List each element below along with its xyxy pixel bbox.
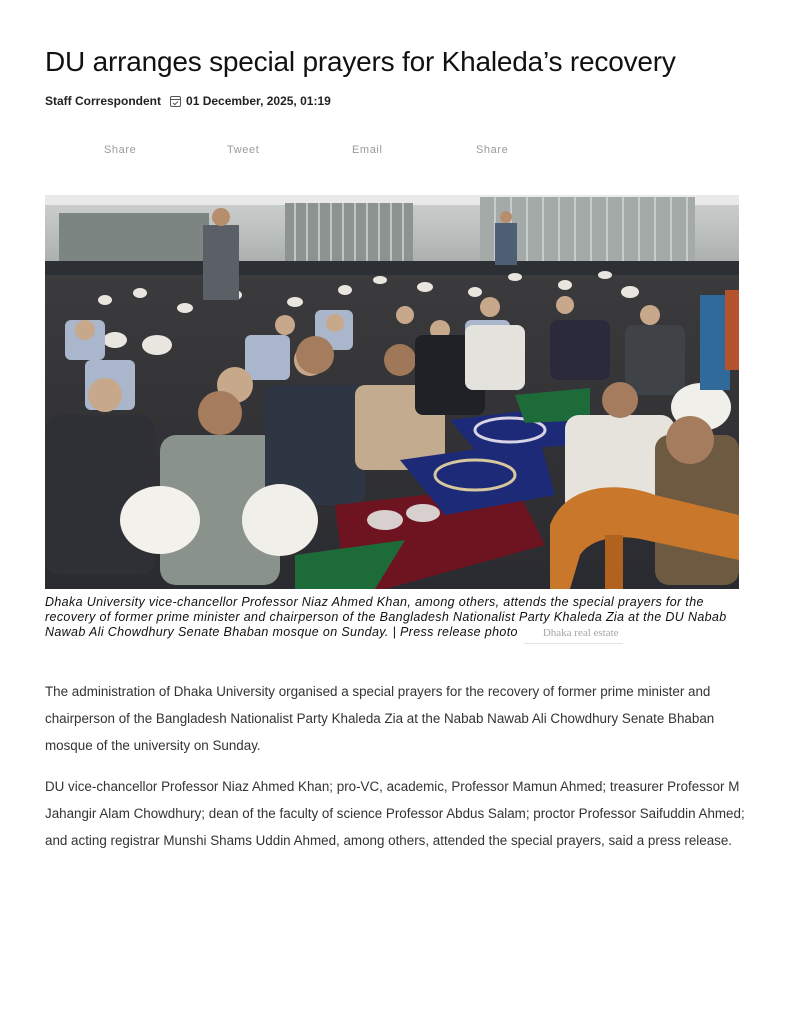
article-paragraph: DU vice-chancellor Professor Niaz Ahmed Khan; pro-VC, academic, Professor Mamun Ahmed; treasurer Professor M Jahangir Alam Chowdhury; dean of the faculty of science Professor Abdus Salam; proctor Professor Saifuddin Ahmed; and acting registrar Munshi Shams Uddin Ahmed, among others, attended the special prayers, said a press release.: [45, 779, 745, 848]
email-share-button[interactable]: Email: [352, 144, 383, 156]
publish-date-text: 01 December, 2025, 01:19: [186, 94, 331, 108]
facebook-share-button[interactable]: Share: [104, 144, 137, 156]
share-bar: [45, 144, 565, 158]
photo-caption-text: Dhaka University vice-chancellor Professor Niaz Ahmed Khan, among others, attends the special prayers for the recovery of former prime minister and chairperson of the Bangladesh Nationalist Party Khaleda Zia at the DU Nabab Nawab Ali Chowdhury Senate Bhaban mosque on Sunday. | Press release photo: [45, 595, 727, 640]
author[interactable]: Staff Correspondent: [45, 94, 162, 108]
article-paragraph: The administration of Dhaka University organised a special prayers for the recovery of former prime minister and chairperson of the Bangladesh Nationalist Party Khaleda Zia at the Nabab Nawab Ali Chowdhury Senate Bhaban mosque of the university on Sunday.: [45, 684, 715, 753]
more-share-button[interactable]: Share: [476, 144, 509, 156]
byline: [45, 94, 331, 108]
article-headline: DU arranges special prayers for Khaleda’s recovery: [45, 46, 676, 77]
tweet-button[interactable]: Tweet: [227, 144, 260, 156]
article-body: [45, 678, 745, 868]
article-photo: [45, 195, 739, 589]
calendar-check-icon: [170, 96, 181, 107]
photo-caption: [45, 595, 745, 644]
publish-date: [170, 94, 331, 108]
related-tag-link[interactable]: Dhaka real estate: [524, 626, 623, 643]
